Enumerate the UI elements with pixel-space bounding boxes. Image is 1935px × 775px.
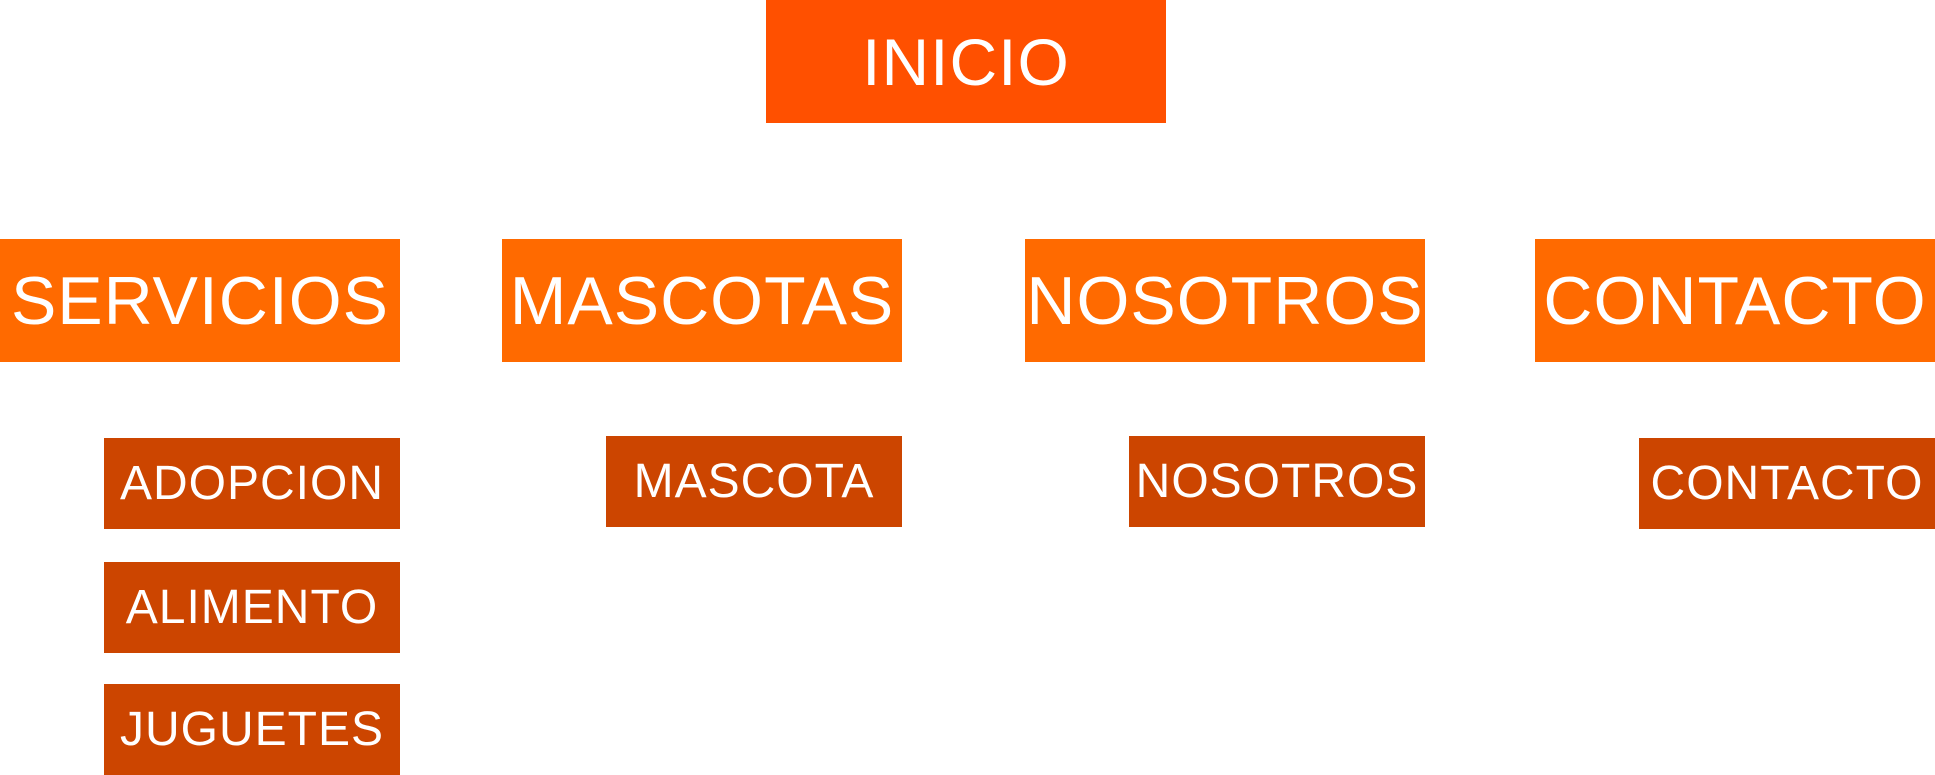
node-mascota[interactable] [606, 436, 902, 527]
node-label: ALIMENTO [125, 581, 379, 634]
node-servicios[interactable] [0, 239, 400, 362]
node-inicio[interactable] [766, 0, 1166, 123]
node-label: ADOPCION [119, 457, 385, 510]
node-label: CONTACTO [1650, 457, 1924, 510]
node-label: CONTACTO [1543, 262, 1927, 339]
node-mascotas[interactable] [502, 239, 902, 362]
node-label: MASCOTA [633, 455, 875, 508]
node-label: NOSOTROS [1026, 262, 1424, 339]
node-nosotros[interactable] [1025, 239, 1425, 362]
node-adopcion[interactable] [104, 438, 400, 529]
node-label: INICIO [862, 24, 1070, 99]
node-alimento[interactable] [104, 562, 400, 653]
node-label: JUGUETES [119, 703, 385, 756]
node-contacto[interactable] [1535, 239, 1935, 362]
node-contacto-child[interactable] [1639, 438, 1935, 529]
node-nosotros-child[interactable] [1129, 436, 1425, 527]
node-label: SERVICIOS [10, 262, 390, 339]
node-label: NOSOTROS [1135, 455, 1419, 508]
node-juguetes[interactable] [104, 684, 400, 775]
node-label: MASCOTAS [509, 262, 895, 339]
